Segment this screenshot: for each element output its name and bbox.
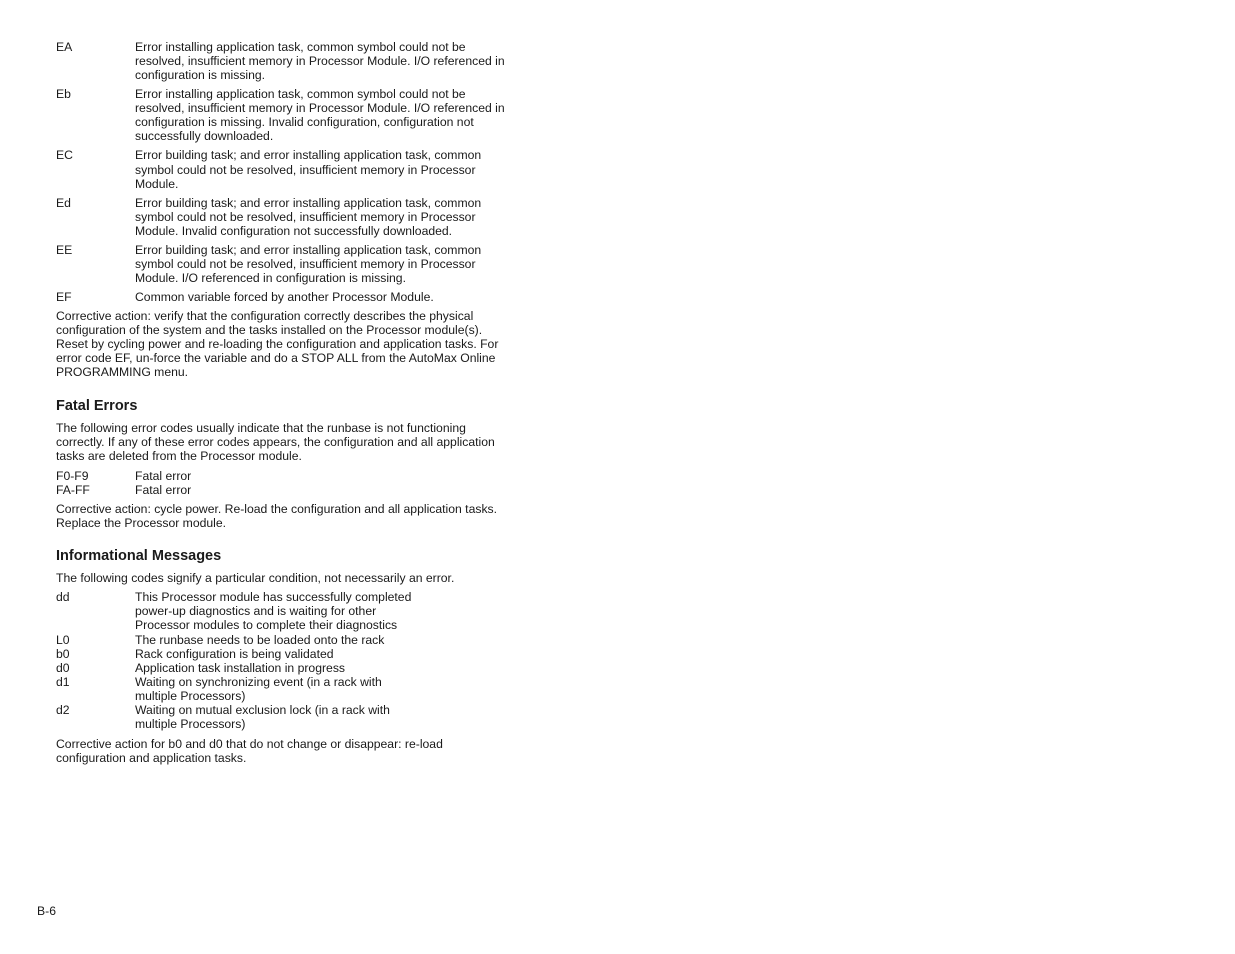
- error-code: EA: [56, 40, 73, 54]
- info-description: Waiting on mutual exclusion lock (in a rack with multiple Processors): [135, 703, 390, 732]
- error-description: Common variable forced by another Processor Module.: [135, 289, 434, 304]
- info-description: This Processor module has successfully completed power-up diagnostics and is waiting for other Processor modules to complete their diagnostics: [135, 590, 412, 633]
- error-code: EC: [56, 148, 73, 163]
- page-number: B-6: [37, 904, 56, 918]
- info-code: d1: [56, 674, 70, 689]
- info-code: L0: [56, 632, 70, 647]
- error-description: Error building task; and error installing application task, common symbol could not be resolved, insufficient memory in Processor Module. I/O referenced in configuration is missing.: [135, 242, 482, 285]
- fatal-errors-heading: Fatal Errors: [56, 397, 138, 414]
- error-code-row: [56, 290, 508, 304]
- info-code-row: [56, 675, 508, 703]
- info-code-row: [56, 647, 508, 661]
- error-code: Eb: [56, 87, 71, 102]
- info-code-list: [56, 590, 508, 731]
- info-code: d0: [56, 660, 70, 675]
- fatal-code-row: [56, 469, 508, 483]
- document-page: [56, 40, 508, 765]
- info-code-row: [56, 590, 508, 632]
- fatal-description: Fatal error: [135, 482, 192, 497]
- error-code-row: [56, 87, 508, 143]
- fatal-code-list: [56, 469, 508, 497]
- info-code-row: [56, 633, 508, 647]
- info-description: The runbase needs to be loaded onto the rack: [135, 632, 385, 647]
- fatal-code: FA-FF: [56, 482, 90, 497]
- info-code-row: [56, 703, 508, 731]
- info-code: d2: [56, 703, 70, 718]
- error-code-row: [56, 40, 508, 82]
- error-code-list: [56, 40, 508, 304]
- error-code: EE: [56, 242, 73, 257]
- fatal-description: Fatal error: [135, 468, 192, 483]
- informational-messages-heading: Informational Messages: [56, 548, 222, 565]
- info-code: b0: [56, 646, 70, 661]
- error-code-row: [56, 148, 508, 190]
- informational-intro: The following codes signify a particular condition, not necessarily an error.: [56, 571, 455, 586]
- corrective-action-paragraph: Corrective action: verify that the configuration correctly describes the physical configuration of the system and the tasks installed on the Processor module(s). Reset by cycling power and re-loading the configuration and application tasks. For error code EF, un-force the variable and do a STOP ALL from the AutoMax Online PROGRAMMING menu.: [56, 309, 499, 380]
- error-code-row: [56, 196, 508, 238]
- fatal-code-row: [56, 483, 508, 497]
- info-description: Rack configuration is being validated: [135, 646, 334, 661]
- error-code-row: [56, 243, 508, 285]
- info-description: Application task installation in progress: [135, 660, 346, 675]
- info-code: dd: [56, 590, 70, 605]
- fatal-corrective-action: Corrective action: cycle power. Re-load the configuration and all application tasks. Replace the Processor module.: [56, 501, 498, 531]
- error-description: Error building task; and error installing application task, common symbol could not be resolved, insufficient memory in Processor Module.: [135, 148, 482, 191]
- info-corrective-action: Corrective action for b0 and d0 that do not change or disappear: re-load configuration and application tasks.: [56, 737, 443, 766]
- fatal-errors-intro: The following error codes usually indicate that the runbase is not functioning correctly. If any of these error codes appears, the configuration and all application tasks are deleted from the Processor module.: [56, 420, 495, 463]
- error-code: Ed: [56, 195, 71, 210]
- info-description: Waiting on synchronizing event (in a rack with multiple Processors): [135, 674, 382, 703]
- info-code-row: [56, 661, 508, 675]
- error-description: Error installing application task, common symbol could not be resolved, insufficient memory in Processor Module. I/O referenced in configuration is missing. Invalid configuration, configuration not successfully downloaded.: [135, 87, 505, 144]
- error-code: EF: [56, 289, 72, 304]
- error-description: Error installing application task, common symbol could not be resolved, insufficient memory in Processor Module. I/O referenced in configuration is missing.: [135, 40, 505, 83]
- fatal-code: F0-F9: [56, 468, 89, 483]
- error-description: Error building task; and error installing application task, common symbol could not be resolved, insufficient memory in Processor Module. Invalid configuration not successfully downloaded.: [135, 195, 482, 238]
